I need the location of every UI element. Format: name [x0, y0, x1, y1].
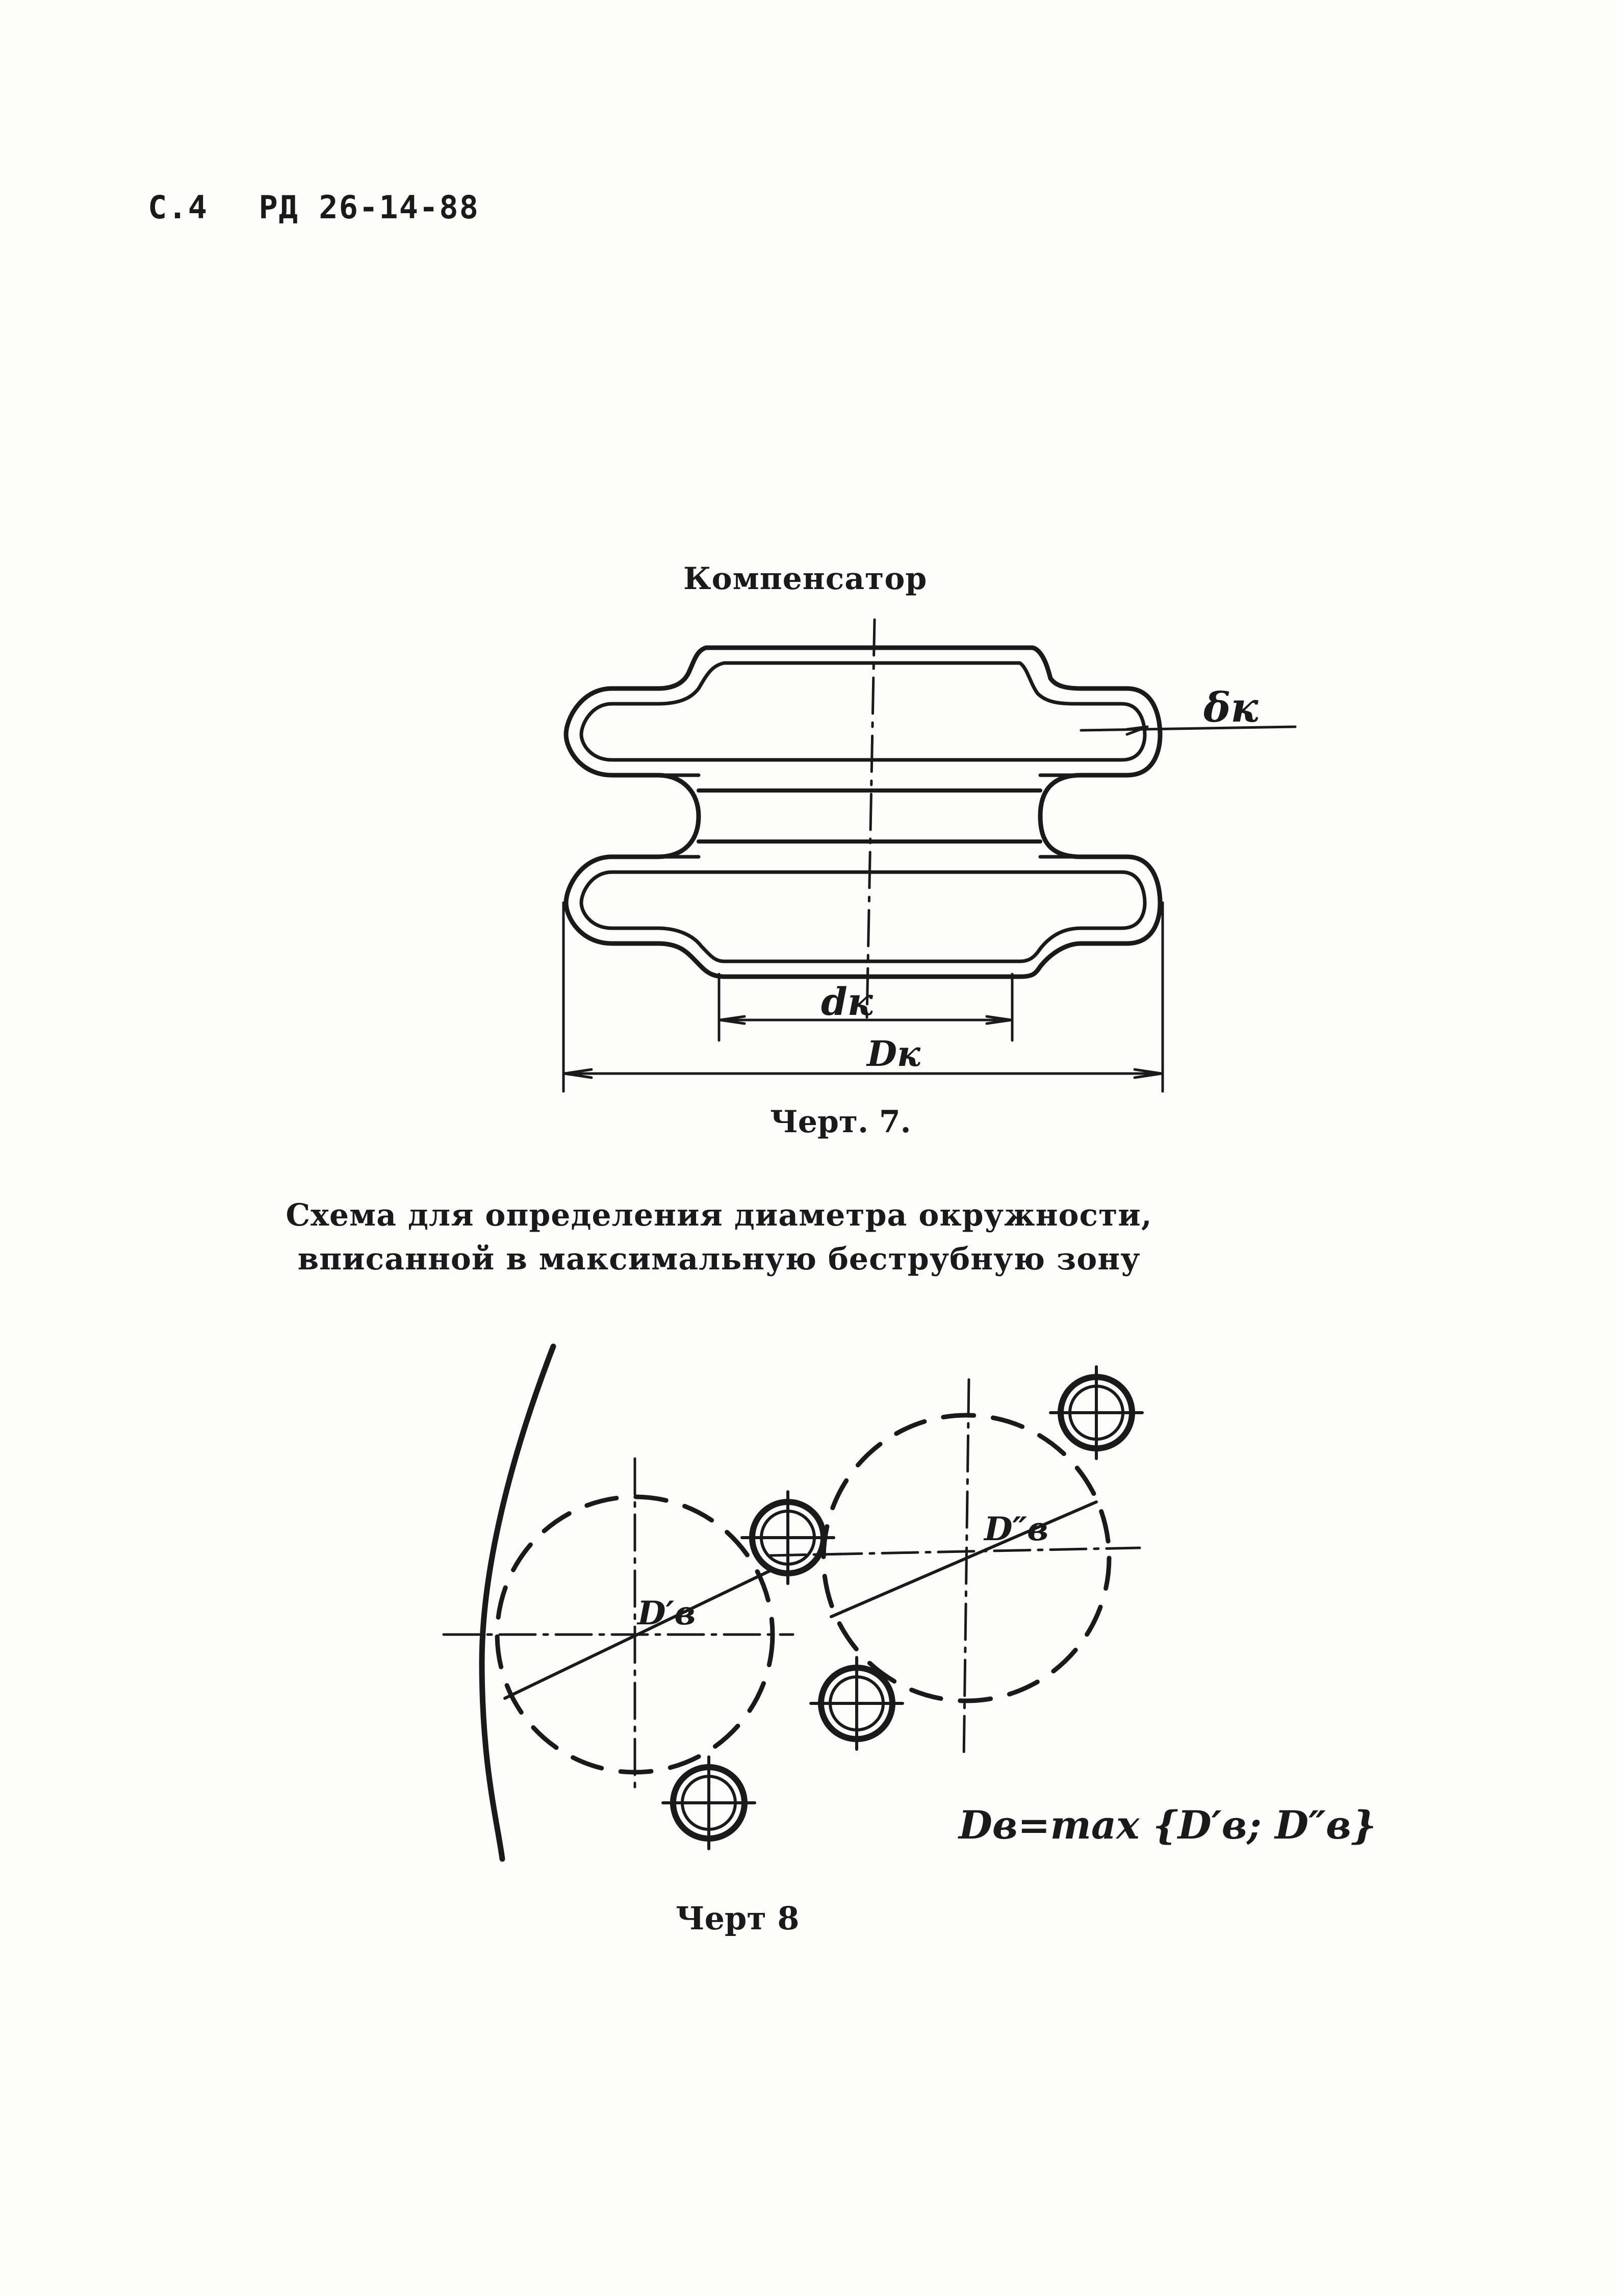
d2-label: D″в — [984, 1510, 1049, 1548]
tube-top-right — [1050, 1367, 1142, 1459]
Dk-label: Dк — [867, 1034, 920, 1075]
tube-bottom-left — [663, 1757, 755, 1849]
figure7-caption: Черт. 7. — [770, 1104, 911, 1140]
page-number: С.4 — [148, 189, 208, 226]
d1-label: D′в — [637, 1594, 696, 1632]
shell-arc — [482, 1346, 553, 1859]
figure8-caption: Черт 8 — [676, 1900, 800, 1937]
figure8-title-line2: вписанной в максимальную беструбную зону — [297, 1241, 1141, 1277]
dk-label: dк — [821, 980, 873, 1024]
document-code: РД 26-14-88 — [259, 189, 479, 226]
delta-label: δк — [1203, 683, 1259, 731]
figure7-title: Компенсатор — [683, 561, 928, 597]
right-diameter-line — [831, 1502, 1096, 1617]
tube-bottom-center — [811, 1657, 903, 1749]
figure8-title-line1: Схема для определения диаметра окружности, — [286, 1197, 1152, 1233]
max-formula: Dв=max {D′в; D″в} — [959, 1802, 1376, 1848]
tube-center — [742, 1492, 834, 1584]
